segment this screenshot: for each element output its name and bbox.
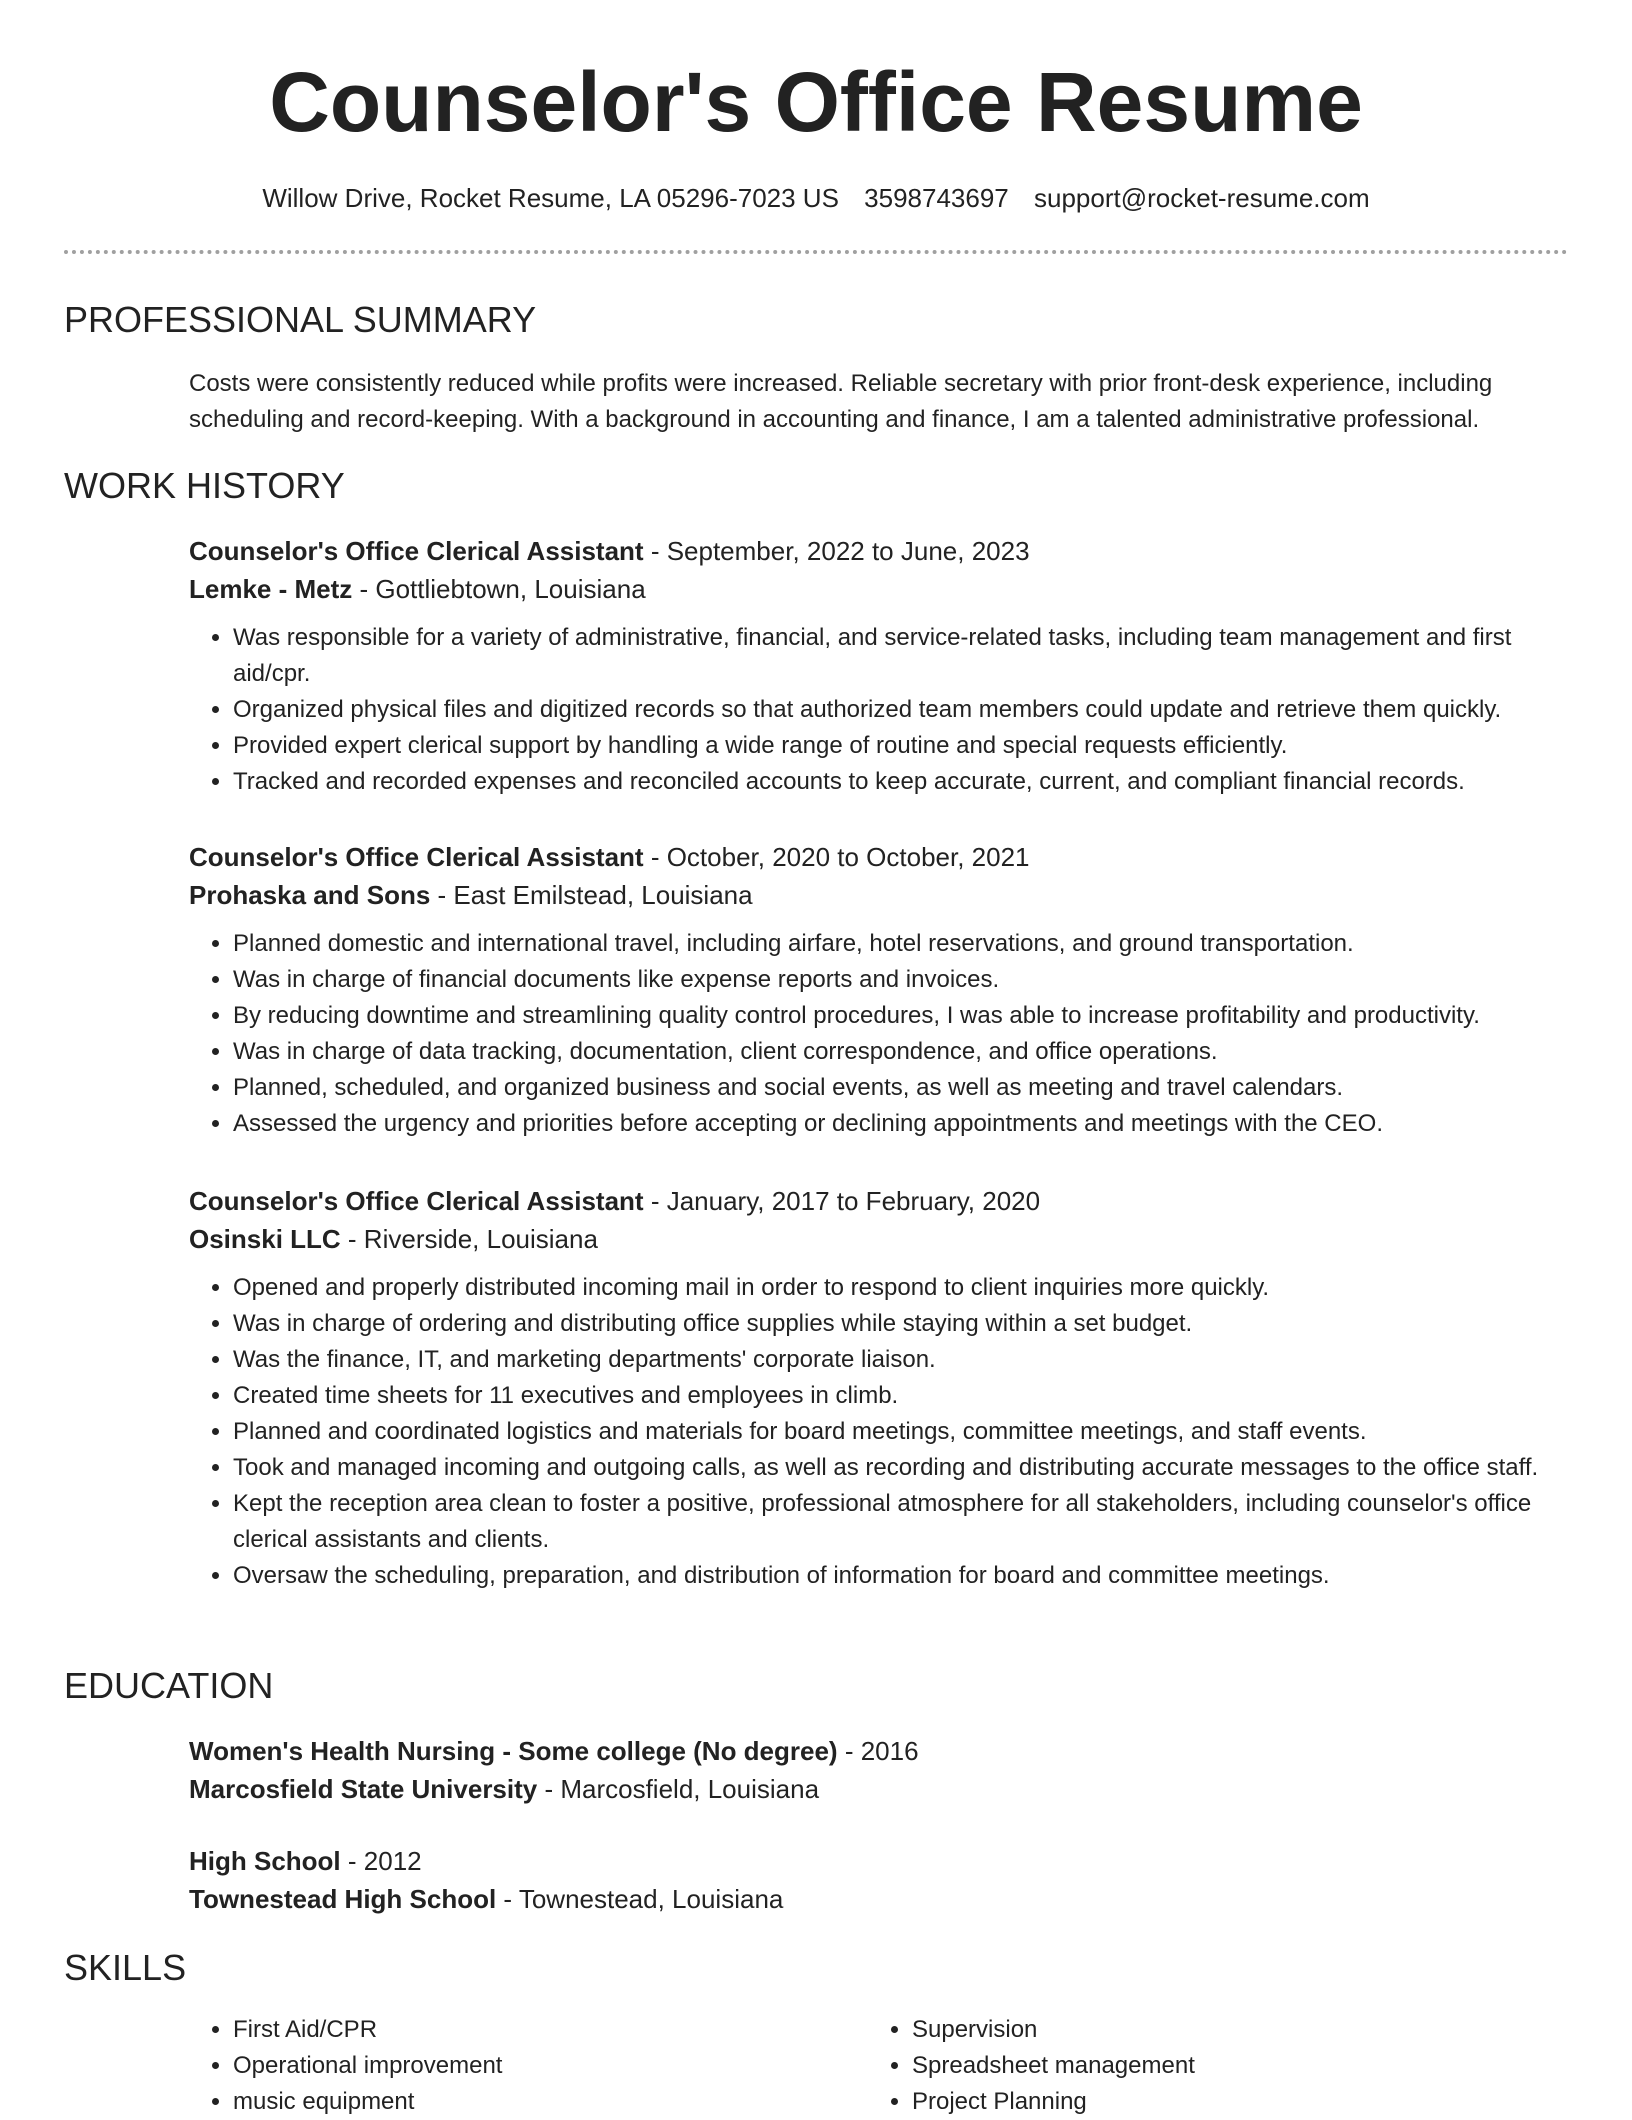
job-bullet: • Planned domestic and international travel, including airfare, hotel reservations, and ground transportation. (233, 926, 1568, 962)
job-bullet: • Assessed the urgency and priorities before accepting or declining appointments and meetings with the CEO. (233, 1106, 1568, 1142)
education-degree: Women's Health Nursing - Some college (No degree) (189, 1736, 838, 1766)
skill-item: • Project Planning (912, 2084, 1508, 2120)
job-bullet: • Was responsible for a variety of administrative, financial, and service-related tasks, including team management and first aid/cpr. (233, 620, 1568, 692)
job-title: Counselor's Office Clerical Assistant (189, 842, 644, 872)
summary-block (189, 366, 1568, 438)
education-entry (189, 1732, 1568, 1808)
job-entry (189, 838, 1568, 1142)
job-bullet: • Organized physical files and digitized records so that authorized team members could update and retrieve them quickly. (233, 692, 1568, 728)
section-heading-work: WORK HISTORY (64, 465, 345, 506)
skill-item: • music equipment (233, 2084, 829, 2120)
skill-item: • Spreadsheet management (912, 2048, 1508, 2084)
job-title: Counselor's Office Clerical Assistant (189, 1186, 644, 1216)
job-bullet: • Planned, scheduled, and organized business and social events, as well as meeting and travel calendars. (233, 1070, 1568, 1106)
skills-column-right (868, 2012, 1508, 2120)
education-location: - Marcosfield, Louisiana (537, 1774, 820, 1804)
job-bullet: • Was in charge of data tracking, documentation, client correspondence, and office operations. (233, 1034, 1568, 1070)
education-school: Townestead High School (189, 1884, 497, 1914)
job-bullet: • Tracked and recorded expenses and reconciled accounts to keep accurate, current, and compliant financial records. (233, 764, 1568, 800)
header-divider (64, 250, 1568, 254)
job-bullet: • Kept the reception area clean to foster a positive, professional atmosphere for all stakeholders, including counselor's office clerical assistants and clients. (233, 1486, 1568, 1558)
education-degree-line (189, 1732, 1568, 1770)
resume-title: Counselor's Office Resume (269, 55, 1363, 149)
job-dates: - September, 2022 to June, 2023 (643, 536, 1030, 566)
education-location: - Townestead, Louisiana (496, 1884, 784, 1914)
job-location: - Riverside, Louisiana (340, 1224, 598, 1254)
job-company: Prohaska and Sons (189, 880, 431, 910)
job-location: - Gottliebtown, Louisiana (352, 574, 646, 604)
skills-list (868, 2012, 1508, 2120)
contact-phone: 3598743697 (864, 183, 1009, 213)
skills-column-left (189, 2012, 829, 2120)
section-heading-summary: PROFESSIONAL SUMMARY (64, 299, 537, 340)
education-year: - 2016 (837, 1736, 919, 1766)
contact-address: Willow Drive, Rocket Resume, LA 05296-7023 US (262, 183, 839, 213)
job-title-line (189, 532, 1568, 570)
job-title: Counselor's Office Clerical Assistant (189, 536, 644, 566)
job-entry (189, 532, 1568, 800)
job-bullet: • Was in charge of ordering and distributing office supplies while staying within a set budget. (233, 1306, 1568, 1342)
education-school-line (189, 1880, 1568, 1918)
job-bullets (189, 926, 1568, 1142)
job-bullet: • Was the finance, IT, and marketing departments' corporate liaison. (233, 1342, 1568, 1378)
summary-text: Costs were consistently reduced while profits were increased. Reliable secretary with prior front-desk experience, including scheduling and record-keeping. With a background in accounting and finance, I am a talented administrative professional. (189, 370, 1493, 433)
job-dates: - January, 2017 to February, 2020 (643, 1186, 1041, 1216)
job-bullets (189, 620, 1568, 800)
skill-item: • First Aid/CPR (233, 2012, 829, 2048)
job-bullet: • Created time sheets for 11 executives and employees in climb. (233, 1378, 1568, 1414)
education-school: Marcosfield State University (189, 1774, 538, 1804)
skill-item: • Supervision (912, 2012, 1508, 2048)
job-entry (189, 1182, 1568, 1594)
education-degree-line (189, 1842, 1568, 1880)
education-degree: High School (189, 1846, 341, 1876)
job-dates: - October, 2020 to October, 2021 (643, 842, 1030, 872)
job-bullet: • Took and managed incoming and outgoing calls, as well as recording and distributing accurate messages to the office staff. (233, 1450, 1568, 1486)
job-bullets (189, 1270, 1568, 1594)
job-title-line (189, 838, 1568, 876)
job-bullet: • Provided expert clerical support by handling a wide range of routine and special requests efficiently. (233, 728, 1568, 764)
job-company: Osinski LLC (189, 1224, 341, 1254)
education-year: - 2012 (340, 1846, 422, 1876)
education-entry (189, 1842, 1568, 1918)
job-company: Lemke - Metz (189, 574, 353, 604)
job-bullet: • Oversaw the scheduling, preparation, and distribution of information for board and committee meetings. (233, 1558, 1568, 1594)
education-school-line (189, 1770, 1568, 1808)
skills-list (189, 2012, 829, 2120)
job-bullet: • By reducing downtime and streamlining quality control procedures, I was able to increase profitability and productivity. (233, 998, 1568, 1034)
skill-item: • Operational improvement (233, 2048, 829, 2084)
job-bullet: • Opened and properly distributed incoming mail in order to respond to client inquiries more quickly. (233, 1270, 1568, 1306)
section-heading-skills: SKILLS (64, 1947, 187, 1988)
contact-line (0, 180, 1632, 216)
job-title-line (189, 1182, 1568, 1220)
job-bullet: • Planned and coordinated logistics and materials for board meetings, committee meetings, and staff events. (233, 1414, 1568, 1450)
contact-email: support@rocket-resume.com (1034, 183, 1370, 213)
job-company-line (189, 1220, 1568, 1258)
job-location: - East Emilstead, Louisiana (430, 880, 753, 910)
section-heading-education: EDUCATION (64, 1665, 274, 1706)
job-bullet: • Was in charge of financial documents like expense reports and invoices. (233, 962, 1568, 998)
job-company-line (189, 570, 1568, 608)
job-company-line (189, 876, 1568, 914)
